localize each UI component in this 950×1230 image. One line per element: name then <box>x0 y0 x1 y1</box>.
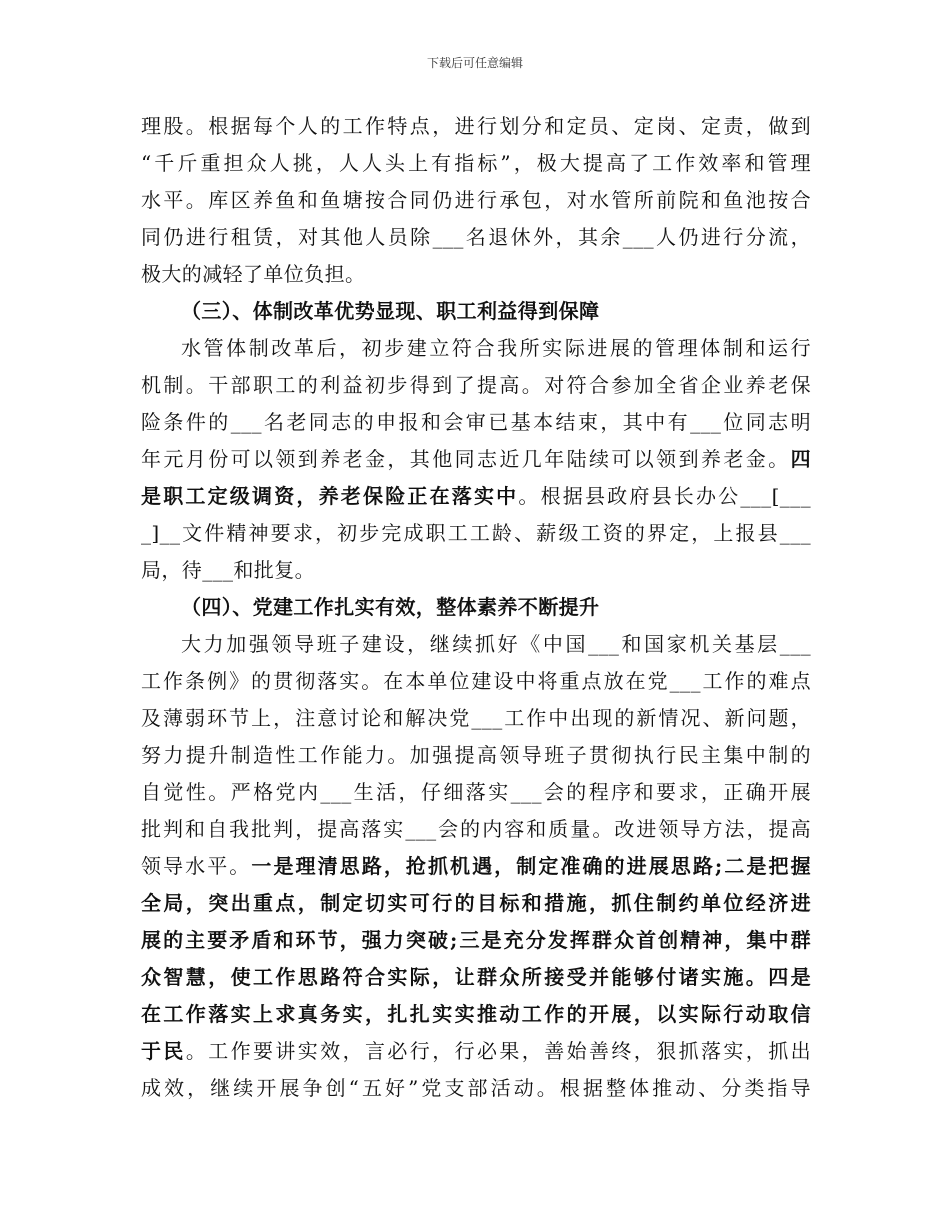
section-heading-3: （三）、体制改革优势显现、职工利益得到保障 <box>181 299 600 323</box>
text-line: 水平。库区养鱼和鱼塘按合同仍进行承包，对水管所前院和鱼池按合 <box>141 188 811 212</box>
text-line: “千斤重担众人挑，人人头上有指标”，极大提高了工作效率和管理 <box>141 151 811 175</box>
text-line: 险条件的___名老同志的申报和会审已基本结束，其中有___位同志明 <box>141 410 811 434</box>
section-heading-4: （四）、党建工作扎实有效，整体素养不断提升 <box>181 595 600 619</box>
text-line: 同仍进行租赁，对其他人员除___名退休外，其余___人仍进行分流， <box>141 225 811 249</box>
bold-text: 展的主要矛盾和环节，强力突破;三是充分发挥群众首创精神，集中群 <box>141 928 811 952</box>
text-line <box>141 959 811 996</box>
text-line: 机制。干部职工的利益初步得到了提高。对符合参加全省企业养老保 <box>141 373 811 397</box>
text-line: 批判和自我批判，提高落实___会的内容和质量。改进领导方法，提高 <box>141 817 811 841</box>
text-line <box>141 1033 811 1070</box>
text-line <box>141 478 811 515</box>
text-line: 努力提升制造性工作能力。加强提高领导班子贯彻执行民主集中制的 <box>141 743 811 767</box>
text-line <box>141 848 811 885</box>
bold-text: 于民 <box>141 1039 186 1063</box>
text-line: 极大的减轻了单位负担。 <box>141 262 366 286</box>
page-header: 下载后可任意编辑 <box>426 56 523 70</box>
text-segment: 年元月份可以领到养老金，其他同志近几年陆续可以领到养老金。 <box>141 447 791 471</box>
text-line <box>141 885 811 922</box>
text-line: 及薄弱环节上，注意讨论和解决党___工作中出现的新情况、新问题， <box>141 706 811 730</box>
bold-text: 是职工定级调资，养老保险正在落实中 <box>141 484 519 508</box>
text-line: 局，待___和批复。 <box>141 558 315 582</box>
text-line <box>141 922 811 959</box>
text-segment: 。根据县政府县长办公___[___ <box>518 484 811 508</box>
text-line: 成效，继续开展争创“五好”党支部活动。根据整体推动、分类指导 <box>141 1076 811 1100</box>
text-line: 工作条例》的贯彻落实。在本单位建设中将重点放在党___工作的难点 <box>141 669 811 693</box>
text-segment: 。工作要讲实效，言必行，行必果，善始善终，狠抓落实，抓出 <box>185 1039 811 1063</box>
text-line: _]__文件精神要求，初步完成职工工龄、薪级工资的界定，上报县___ <box>141 521 811 545</box>
bold-text: 众智慧，使工作思路符合实际，让群众所接受并能够付诸实施。四是 <box>141 965 811 989</box>
text-line: 自觉性。严格党内___生活，仔细落实___会的程序和要求，正确开展 <box>141 780 811 804</box>
text-line <box>141 441 811 478</box>
text-line: 理股。根据每个人的工作特点，进行划分和定员、定岗、定责，做到 <box>141 114 811 138</box>
bold-text: 全局，突出重点，制定切实可行的目标和措施，抓住制约单位经济进 <box>141 891 811 915</box>
bold-text: 四 <box>790 447 811 471</box>
text-line: 水管体制改革后，初步建立符合我所实际进展的管理体制和运行 <box>181 336 811 360</box>
bold-text: 一是理清思路，抢抓机遇，制定准确的进展思路;二是把握 <box>251 854 811 878</box>
text-line <box>141 996 811 1033</box>
text-line: 大力加强领导班子建设，继续抓好《中国___和国家机关基层___ <box>181 632 811 656</box>
document-body <box>141 108 811 1107</box>
text-segment: 领导水平。 <box>141 854 252 878</box>
bold-text: 在工作落实上求真务实，扎扎实实推动工作的开展，以实际行动取信 <box>141 1002 811 1026</box>
